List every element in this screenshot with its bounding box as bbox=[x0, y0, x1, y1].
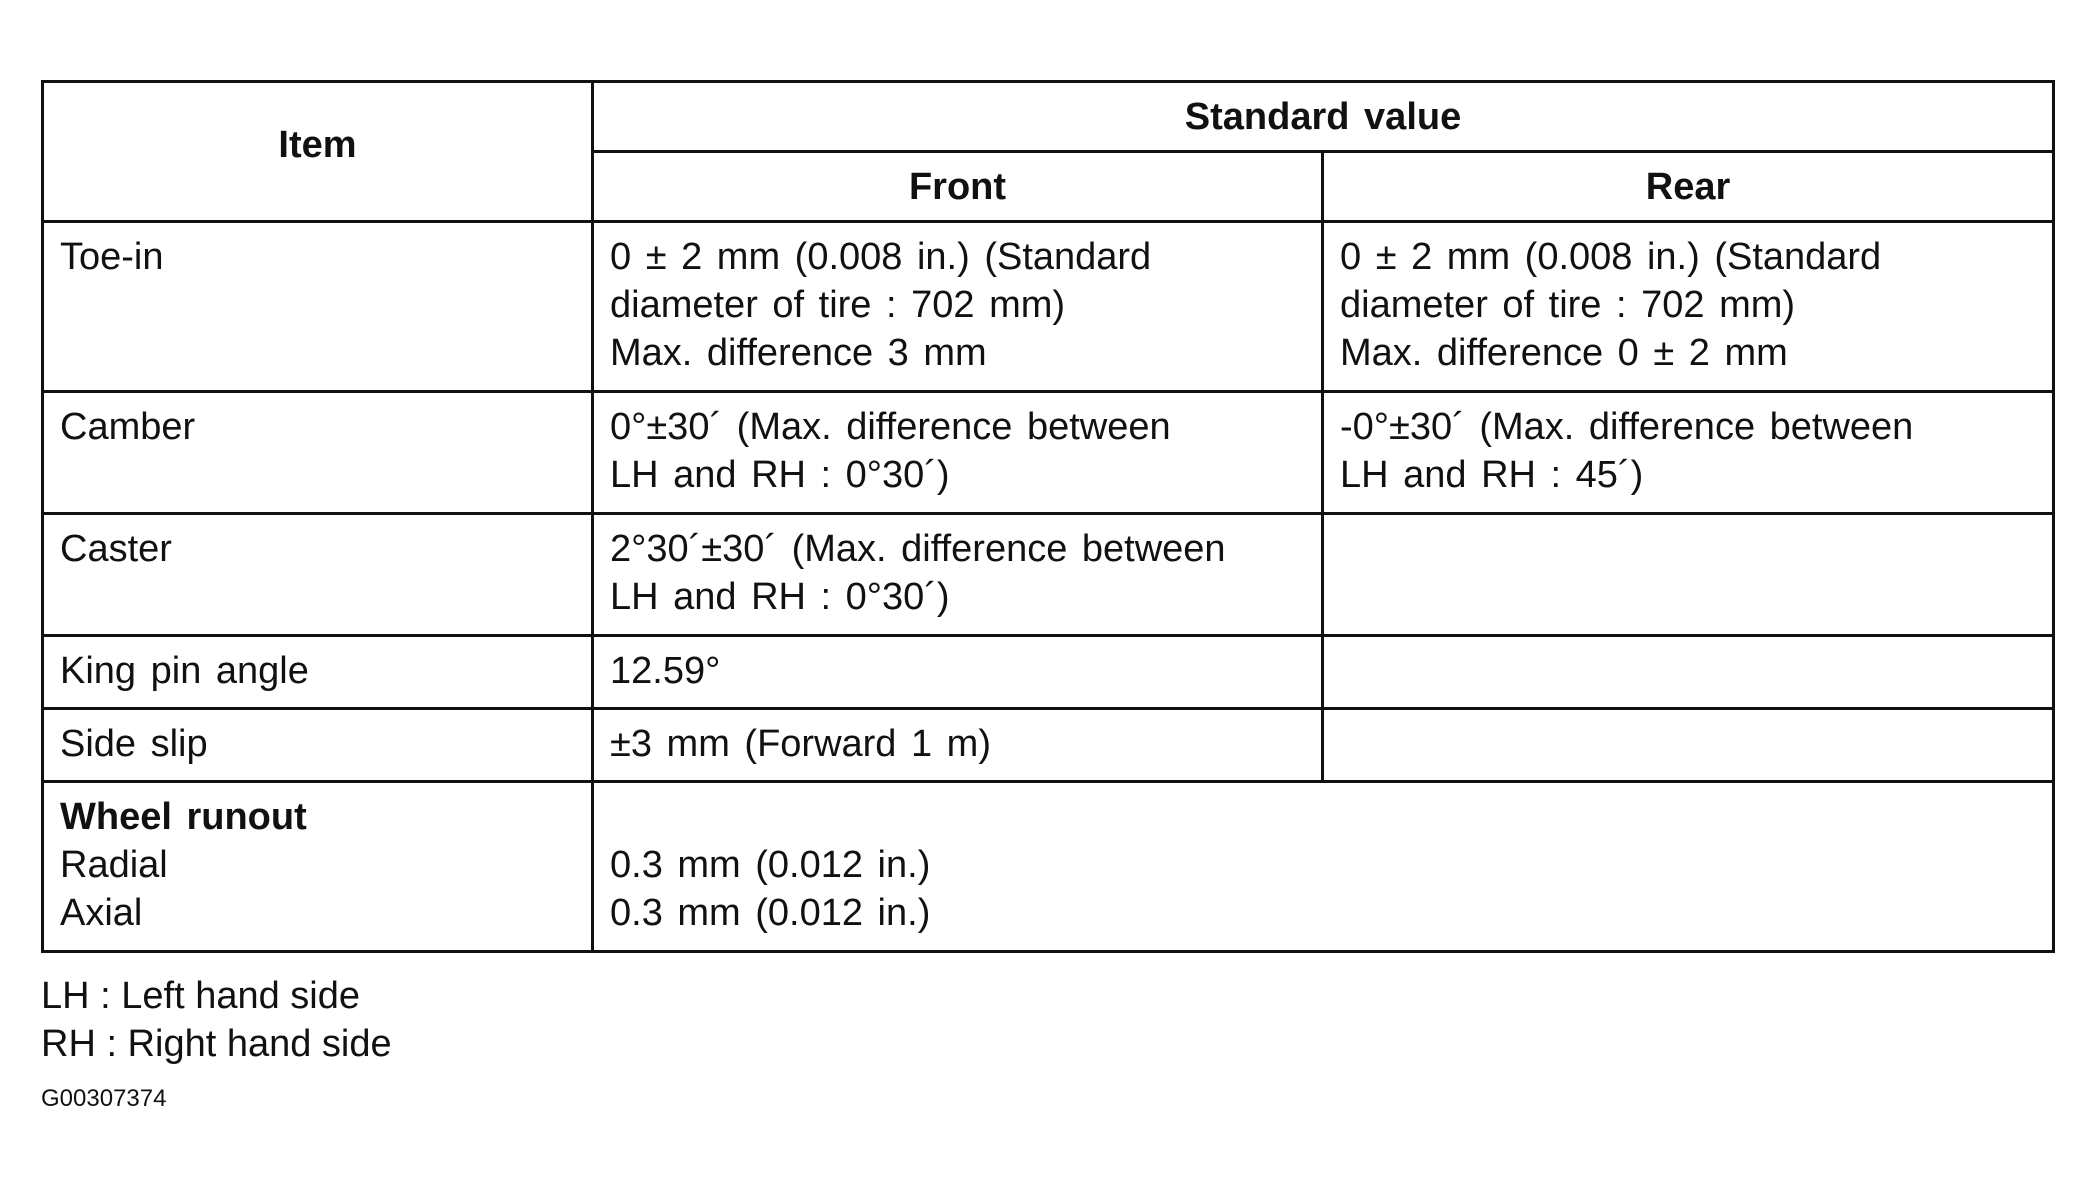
abbreviation-legend bbox=[41, 972, 392, 1068]
wheel-runout-values bbox=[593, 782, 2054, 952]
item-column-header: Item bbox=[43, 82, 593, 222]
table-row bbox=[43, 392, 2054, 514]
caster-front-value bbox=[593, 514, 1323, 636]
table-row bbox=[43, 514, 2054, 636]
caster-rear-value bbox=[1323, 514, 2054, 636]
value-line: LH and RH : 0°30´) bbox=[610, 454, 950, 496]
side-slip-rear-value bbox=[1323, 709, 2054, 782]
figure-code: G00307374 bbox=[41, 1085, 167, 1112]
toe-in-rear-value bbox=[1323, 222, 2054, 392]
row-item-side-slip: Side slip bbox=[43, 709, 593, 782]
row-item-toe-in: Toe-in bbox=[43, 222, 593, 392]
front-column-header: Front bbox=[593, 152, 1323, 222]
table-row bbox=[43, 636, 2054, 709]
standard-value-header: Standard value bbox=[593, 82, 2054, 152]
legend-rh: RH : Right hand side bbox=[41, 1023, 392, 1065]
specification-table bbox=[41, 80, 2055, 953]
value-line: 0 ± 2 mm (0.008 in.) (Standard bbox=[1340, 236, 1882, 278]
king-pin-angle-front-value bbox=[593, 636, 1323, 709]
table-row bbox=[43, 782, 2054, 952]
side-slip-front-value bbox=[593, 709, 1323, 782]
camber-front-value bbox=[593, 392, 1323, 514]
value-line: LH and RH : 0°30´) bbox=[610, 576, 950, 618]
value-line: LH and RH : 45´) bbox=[1340, 454, 1644, 496]
axial-label: Axial bbox=[60, 892, 143, 934]
row-item-camber: Camber bbox=[43, 392, 593, 514]
value-line: diameter of tire : 702 mm) bbox=[610, 284, 1066, 326]
row-item-wheel-runout bbox=[43, 782, 593, 952]
value-line: ±3 mm (Forward 1 m) bbox=[610, 723, 991, 765]
value-line: Max. difference 0 ± 2 mm bbox=[1340, 332, 1788, 374]
axial-value: 0.3 mm (0.012 in.) bbox=[610, 892, 931, 934]
legend-lh: LH : Left hand side bbox=[41, 975, 360, 1017]
value-line: 0°±30´ (Max. difference between bbox=[610, 406, 1171, 448]
value-line: 12.59° bbox=[610, 650, 721, 692]
radial-label: Radial bbox=[60, 844, 168, 886]
value-line: -0°±30´ (Max. difference between bbox=[1340, 406, 1914, 448]
value-line: diameter of tire : 702 mm) bbox=[1340, 284, 1796, 326]
table-header-row bbox=[43, 82, 2054, 152]
camber-rear-value bbox=[1323, 392, 2054, 514]
value-line: 0 ± 2 mm (0.008 in.) (Standard bbox=[610, 236, 1152, 278]
row-item-king-pin-angle: King pin angle bbox=[43, 636, 593, 709]
value-line: 2°30´±30´ (Max. difference between bbox=[610, 528, 1226, 570]
table-row bbox=[43, 709, 2054, 782]
row-item-caster: Caster bbox=[43, 514, 593, 636]
rear-column-header: Rear bbox=[1323, 152, 2054, 222]
radial-value: 0.3 mm (0.012 in.) bbox=[610, 844, 931, 886]
toe-in-front-value bbox=[593, 222, 1323, 392]
wheel-runout-title: Wheel runout bbox=[60, 796, 307, 838]
value-line: Max. difference 3 mm bbox=[610, 332, 987, 374]
king-pin-angle-rear-value bbox=[1323, 636, 2054, 709]
table-row bbox=[43, 222, 2054, 392]
